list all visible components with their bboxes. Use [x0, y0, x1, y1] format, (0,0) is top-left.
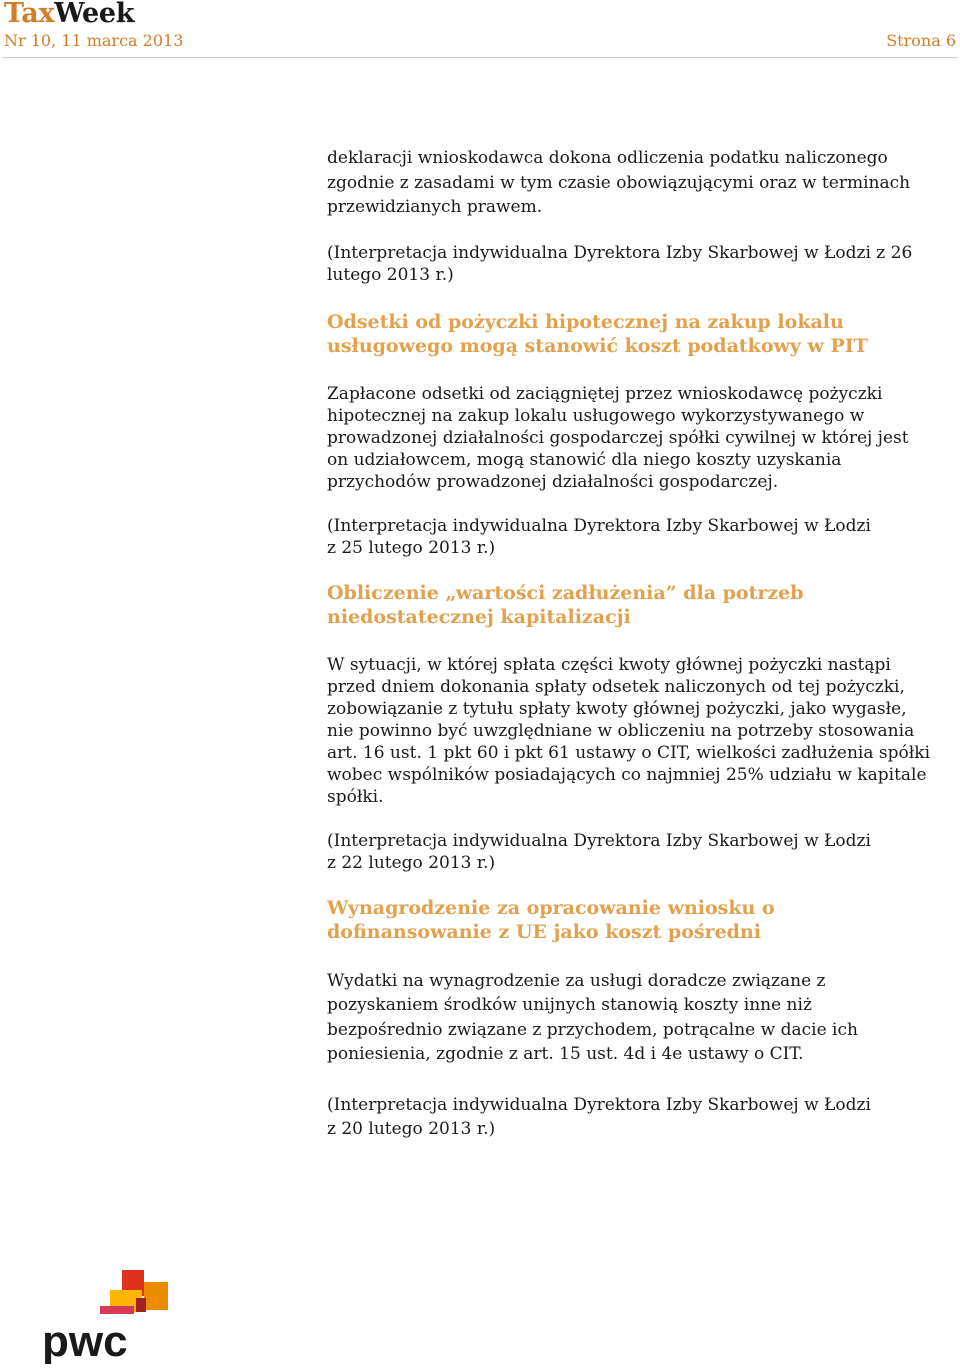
logo-block-e	[136, 1298, 146, 1312]
paragraph-kapitalizacja: W sytuacji, w której spłata części kwoty głównej pożyczki nastąpi przed dniem dokonania spłaty odsetek naliczonych od tej pożyczki, zobowiązanie z tytułu spłaty kwoty głównej pożyczki, jako wygasłe, nie powinno być uwzględniane w obliczeniu na potrzeby stosowania art. 16 ust. 1 pkt 60 i pkt 61 ustawy o CIT, wielkości zadłużenia spółki wobec wspólników posiadających co najmniej 25% udziału w kapitale spółki.	[327, 654, 931, 807]
issue-number: Nr 10, 11 marca 2013	[4, 31, 184, 50]
pwc-logo	[40, 1268, 180, 1364]
citation-20-lutego-line2: z 20 lutego 2013 r.)	[327, 1119, 496, 1139]
paragraph-wynagrodzenie: Wydatki na wynagrodzenie za usługi doradcze związane z pozyskaniem środków unijnych stanowią koszty inne niż bezpośrednio związane z przychodem, potrącalne w dacie ich poniesienia, zgodnie z art. 15 ust. 4d i 4e ustawy o CIT.	[327, 970, 858, 1064]
paragraph-odsetki: Zapłacone odsetki od zaciągniętej przez wnioskodawcę pożyczki hipotecznej na zakup lokalu usługowego wykorzystywanego w prowadzonej działalności gospodarczej spółki cywilnej w której jest on udziałowcem, mogą stanowić dla niego koszty uzyskania przychodów prowadzonej działalności gospodarczej.	[327, 383, 909, 492]
publication-title	[4, 0, 134, 31]
section-heading-wynagrodzenie: Wynagrodzenie za opracowanie wniosku o dofinansowanie z UE jako koszt pośredni	[327, 896, 775, 943]
citation-25-lutego-line2: z 25 lutego 2013 r.)	[327, 537, 496, 558]
citation-26-lutego: (Interpretacja indywidualna Dyrektora Izby Skarbowej w Łodzi z 26 lutego 2013 r.)	[327, 242, 913, 285]
brand-tax: Tax	[4, 0, 55, 29]
section-heading-odsetki: Odsetki od pożyczki hipotecznej na zakup lokalu usługowego mogą stanowić koszt podatkowy w PIT	[327, 310, 868, 357]
page-number: Strona 6	[886, 31, 956, 50]
logo-block-b	[144, 1282, 168, 1310]
header-divider	[2, 57, 958, 58]
article-body	[327, 146, 932, 1142]
citation-22-lutego-line1: (Interpretacja indywidualna Dyrektora Izby Skarbowej w Łodzi	[327, 830, 871, 851]
paragraph-intro: deklaracji wnioskodawca dokona odliczenia podatku naliczonego zgodnie z zasadami w tym czasie obowiązującymi oraz w terminach przewidzianych prawem.	[327, 148, 911, 217]
citation-25-lutego-line1: (Interpretacja indywidualna Dyrektora Izby Skarbowej w Łodzi	[327, 515, 871, 536]
pwc-logo-graphic	[40, 1268, 180, 1364]
brand-week: Week	[54, 0, 135, 29]
citation-22-lutego-line2: z 22 lutego 2013 r.)	[327, 852, 496, 873]
logo-block-d	[100, 1306, 134, 1314]
pwc-wordmark: pwc	[42, 1317, 128, 1364]
citation-20-lutego-line1: (Interpretacja indywidualna Dyrektora Izby Skarbowej w Łodzi	[327, 1094, 871, 1115]
section-heading-kapitalizacja: Obliczenie „wartości zadłużenia” dla potrzeb niedostatecznej kapitalizacji	[327, 581, 804, 628]
